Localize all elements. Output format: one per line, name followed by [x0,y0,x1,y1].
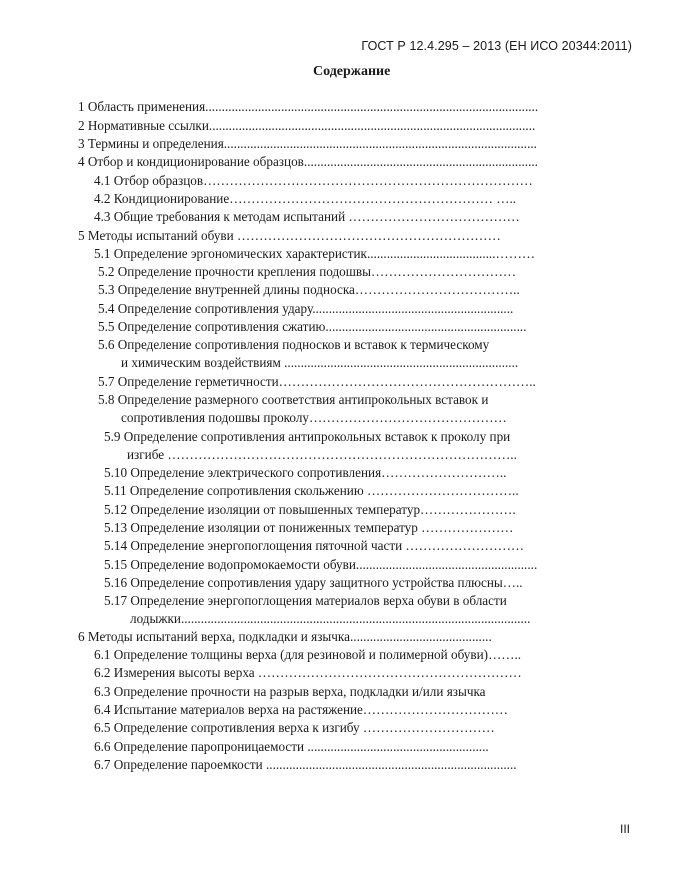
toc-entry-6-2[interactable]: 6.2 Измерения высоты верха …………………………………………………… [94,665,522,680]
toc-entry-5-9[interactable]: 5.9 Определение сопротивления антипрокольных вставок к проколу при [104,429,511,444]
toc-entry-4-3[interactable]: 4.3 Общие требования к методам испытаний ………………………………… [94,209,520,224]
toc-entry-6-1[interactable]: 6.1 Определение толщины верха (для резиновой и полимерной обуви)…….. [94,647,522,662]
toc-entry-4-2[interactable]: 4.2 Кондиционирование…………………………………………………… ….. [94,191,517,206]
document-header: ГОСТ Р 12.4.295 – 2013 (ЕН ИСО 20344:2011) [361,39,632,53]
toc-entry-6[interactable]: 6 Методы испытаний верха, подкладки и язычка........................................... [78,629,492,644]
toc-entry-2[interactable]: 2 Нормативные ссылки................................................................................................... [78,118,536,133]
toc-entry-5-8[interactable]: 5.8 Определение размерного соответствия антипрокольных вставок и [98,392,489,407]
toc-entry-1[interactable]: 1 Область применения..................................................................................................... [78,99,539,114]
toc-entry-5[interactable]: 5 Методы испытаний обуви …………………………………………………… [78,228,501,243]
toc-entry-5-16[interactable]: 5.16 Определение сопротивления удару защитного устройства плюсны….. [104,575,523,590]
toc-entry-6-7[interactable]: 6.7 Определение пароемкости ............................................................................ [94,757,517,772]
toc-entry-6-6[interactable]: 6.6 Определение паропроницаемости ....................................................... [94,739,489,754]
toc-entry-5-17-cont[interactable]: лодыжки.......................................................................................................... [130,611,531,626]
toc-entry-3[interactable]: 3 Термины и определения............................................................................................... [78,136,537,151]
toc-entry-5-6-cont[interactable]: и химическим воздействиям ....................................................................... [121,355,519,370]
toc-entry-5-1[interactable]: 5.1 Определение эргономических характеристик.......................................……… [94,246,536,261]
toc-entry-5-6[interactable]: 5.6 Определение сопротивления подносков и вставок к термическому [98,337,490,352]
toc-entry-5-9-cont[interactable]: изгибе …………………………………………………………………….. [127,447,517,462]
toc-entry-5-7[interactable]: 5.7 Определение герметичности………………………………………………….. [98,374,536,389]
toc-entry-5-14[interactable]: 5.14 Определение энергопоглощения пяточной части ……………………… [104,538,525,553]
toc-entry-5-17[interactable]: 5.17 Определение энергопоглощения материалов верха обуви в области [104,593,507,608]
toc-entry-6-5[interactable]: 6.5 Определение сопротивления верха к изгибу ………………………… [94,720,495,735]
toc-entry-5-5[interactable]: 5.5 Определение сопротивления сжатию............................................................. [98,319,527,334]
toc-entry-4[interactable]: 4 Отбор и кондиционирование образцов....................................................................... [78,154,538,169]
toc-entry-5-11[interactable]: 5.11 Определение сопротивления скольжению …………………………….. [104,483,519,498]
toc-entry-5-3[interactable]: 5.3 Определение внутренней длины подноска……………………………….. [98,282,520,297]
toc-entry-5-8-cont[interactable]: сопротивления подошвы проколу……………………………………… [121,410,507,425]
toc-entry-5-13[interactable]: 5.13 Определение изоляции от пониженных температур ………………… [104,520,514,535]
toc-entry-4-1[interactable]: 4.1 Отбор образцов………………………………………………………………… [94,173,533,188]
toc-entry-5-15[interactable]: 5.15 Определение водопромокаемости обуви....................................................... [104,557,538,572]
toc-entry-5-10[interactable]: 5.10 Определение электрического сопротивления……………………….. [104,465,507,480]
toc-entry-5-4[interactable]: 5.4 Определение сопротивления удару............................................................. [98,301,514,316]
toc-entry-6-3[interactable]: 6.3 Определение прочности на разрыв верха, подкладки и/или язычка [94,684,486,699]
toc-entry-5-2[interactable]: 5.2 Определение прочности крепления подошвы…………………………… [98,264,517,279]
toc-entry-6-4[interactable]: 6.4 Испытание материалов верха на растяжение…………………………… [94,702,508,717]
toc-entry-5-12[interactable]: 5.12 Определение изоляции от повышенных температур…………………. [104,502,516,517]
page-number: III [620,822,631,836]
